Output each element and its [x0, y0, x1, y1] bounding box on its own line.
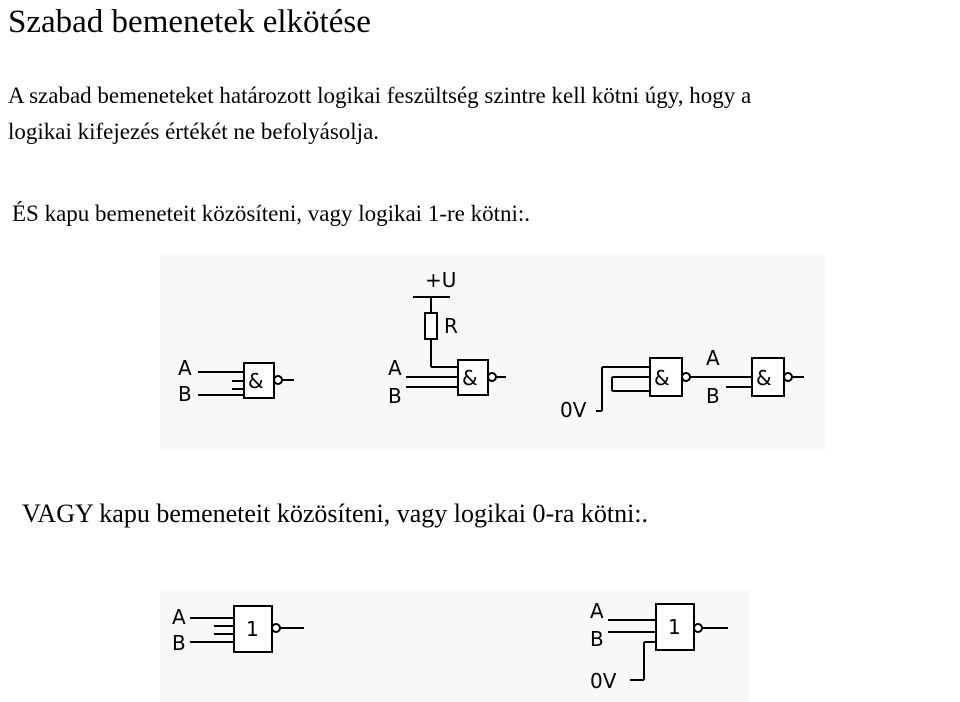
output-bubble: [272, 624, 280, 632]
input-a-label: A: [172, 605, 186, 629]
output-bubble: [694, 624, 702, 632]
input-a-label: A: [178, 356, 192, 380]
resistor: [425, 313, 437, 339]
intro-line-1: A szabad bemeneteket határozott logikai feszültség szintre kell kötni úgy, hogy a: [8, 83, 752, 108]
ground-label: 0V: [560, 398, 587, 422]
ground-label: 0V: [590, 669, 617, 693]
or-gate-symbol: 1: [668, 615, 681, 639]
input-b-label: B: [178, 382, 192, 406]
resistor-label: R: [444, 314, 458, 338]
input-b-label: B: [706, 384, 720, 408]
and-gate-svg: [160, 255, 825, 450]
or-gate-diagrams: [160, 590, 750, 702]
input-b-label: B: [388, 384, 402, 408]
input-a-label: A: [388, 356, 402, 380]
and-section-text: ÉS kapu bemeneteit közösíteni, vagy logikai 1-re kötni:.: [12, 201, 531, 226]
output-bubble: [784, 373, 792, 381]
or-section-text: VAGY kapu bemeneteit közösíteni, vagy logikai 0-ra kötni:.: [22, 499, 649, 528]
and-gate-symbol: &: [654, 366, 670, 390]
and-gate-diagrams: [160, 255, 825, 450]
and-gate-symbol: &: [248, 369, 264, 393]
intro-line-2: logikai kifejezés értékét ne befolyásolja.: [8, 119, 380, 144]
input-a-label: A: [706, 346, 720, 370]
input-a-label: A: [590, 599, 604, 623]
intro-paragraph: [8, 78, 958, 150]
and-gate-symbol: &: [462, 366, 478, 390]
and-gate-symbol: &: [756, 366, 772, 390]
input-b-label: B: [590, 627, 604, 651]
output-bubble: [682, 373, 690, 381]
or-gate-symbol: 1: [246, 617, 259, 641]
or-gate-svg: [160, 590, 750, 702]
supply-label: +U: [425, 268, 457, 292]
page-title: Szabad bemenetek elkötése: [8, 4, 371, 40]
input-b-label: B: [172, 631, 186, 655]
output-bubble: [488, 373, 496, 381]
output-bubble: [274, 376, 282, 384]
